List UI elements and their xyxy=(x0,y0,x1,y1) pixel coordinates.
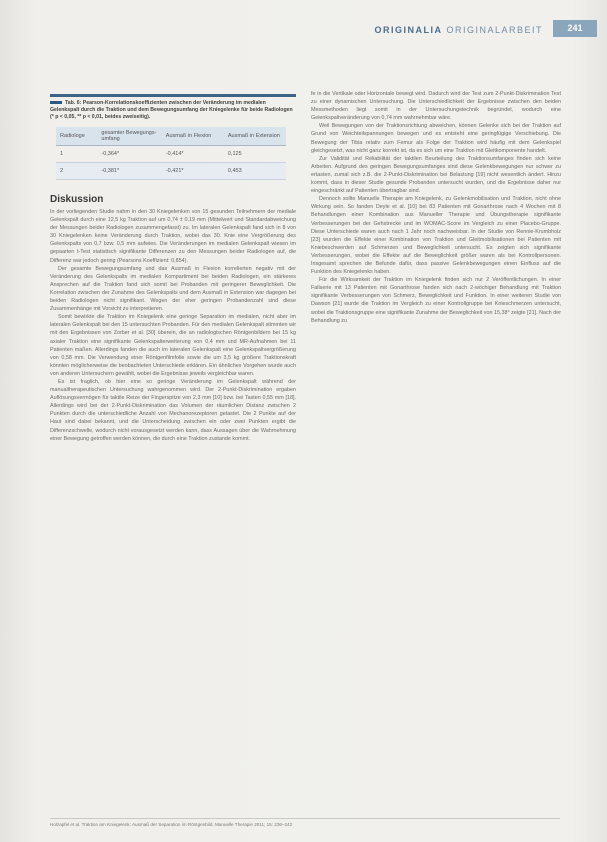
table-header-cell: Ausmaß in Flexion xyxy=(162,127,224,146)
table-caption xyxy=(50,94,296,121)
table-header-cell: gesamter Bewegungs-umfang xyxy=(97,127,161,146)
table-header-row xyxy=(56,127,286,146)
page-number: 241 xyxy=(553,20,597,37)
table-row xyxy=(56,146,286,163)
table-caption-text: Tab. 6: Pearson-Korrelationskoeffizienten zwischen der Veränderung im medialen Gelenkspalt durch die Traktion und dem Bewegungsumfang der Kniegelenke für beide Radiologen (* p < 0,05, ** p < 0,01, beides zweiseitig). xyxy=(50,100,293,120)
journal-header xyxy=(374,25,543,35)
page-footer-citation: Holzapfel et al. Traktion am Kniegelenk: Ausmaß der Separation im Röntgenbild. Manuelle Therapie 2011; 15: 236–242 xyxy=(50,818,560,827)
table-cell: 1 xyxy=(56,146,97,163)
body-paragraph: Somit bewirkte die Traktion im Kniegelenk eine geringe Separation im medialen, nicht aber im lateralen Gelenkspalt bei den 15 untersuchten Probanden. Für den medialen Gelenkspalt stimmten wir mit den Ergebnissen von Zorber et al. [30] überein, die an radiologischen Röntgenbildern bei 15 kg axialer Traktion eine signifikante Gelenkspalterweiterung von 0,4 mm und MR-Aufnahmen bei 11 Patienten maßen. Allerdings fanden die auch im lateralen Gelenkspalt eine Gelenkspaltvergrößerung von 0,58 mm. Die Verwendung einer Röntgenfilmfolie sowie die um 3,5 kg größere Traktionskraft könnten möglicherweise die beobachteten Unterschiede erklären. Ein ähnliches Vorgehen wurde auch von anderen Untersuchern gewählt, wobei die Ergebnisse jeweils vergleichbar waren. xyxy=(50,314,296,377)
body-paragraph: Zur Validität und Reliabilität der taktilen Beurteilung des Traktionsumfanges finden sich keine Arbeiten. Aufgrund des geringen Bewegungsumfanges sind diese Gelenkbewegungen nur schwer zu ertasten, zumal sich z.B. die 2-Punkt-Diskrimination bei Belastung [19] nicht wesentlich ändert. Hinzu kommt, dass in dieser Studie gesunde Probanden untersucht wurden, und die Ergebnisse daher nur eingeschränkt auf Patienten übertragbar sind. xyxy=(311,155,561,195)
table-cell: -0,421* xyxy=(162,163,224,180)
journal-brand: ORIGINALIA xyxy=(374,25,443,35)
right-column xyxy=(311,90,561,325)
body-paragraph: Es ist fraglich, ob hier eine so geringe Veränderung im Gelenkspalt während der manualtherapeutischen Untersuchung wahrgenommen wird. Der 2-Punkt-Diskrimination ergaben Auflösungsvermögen für taktile Reize der Fingerspitze von 2,3 mm [10] bzw. bei Tasten 0,55 mm [18]. Allerdings wird bei der 2-Punkt-Diskrimination das Volumen der räumlichen Distanz zwischen 2 Punkten durch die unterschiedliche Anzahl von Mechanorezeptoren getastet. Die 2 Punkte auf der Haut sind dabei bekannt, und die Unterscheidung zwischen ein oder zwei Punkten ergibt die Differenzschwelle, wodurch nicht vorausgesetzt werden kann, dass Aussagen über die Wahrnehmung einer Bewegung getroffen werden können, die durch eine Traktion zustande kommt. xyxy=(50,378,296,442)
table-cell: -0,414* xyxy=(162,146,224,163)
table-cell: -0,381* xyxy=(97,163,161,180)
caption-marker xyxy=(50,101,62,104)
body-paragraph: Der gesamte Bewegungsumfang und das Ausmaß in Flexion korrelierten negativ mit der Veränderung des Gelenkspalts im medialen Kompartiment bei beiden Radiologen, ein stärkeres Ansprechen auf die Traktion fand sich somit bei Probanden mit geringerer Beweglichkeit. Die Korrelation zwischen der Zunahme des Gelenkspalts und dem Ausmaß in Extension war dagegen bei beiden Radiologen nicht signifikant. Wegen der eher geringen Probandenzahl sind diese Zusammenhänge mit Vorsicht zu interpretieren. xyxy=(50,265,296,313)
body-paragraph: Dennoch sollte Manuelle Therapie am Kniegelenk, zu Gelenkmobilisation und Traktion, nicht ohne Wirkung sein. So fanden Deyle et al. [10] bei 83 Patienten mit Gonarthrose nach 4 Wochen mit 8 Behandlungen einer Kombination aus Manueller Therapie und Übungstherapie signifikante Verbesserungen bei der Gehstrecke und im WOMAC-Score im Vergleich zu einer Placebo-Gruppe. Diese Unterschiede waren auch nach 1 Jahr noch nachweisbar. In der Studie von Rennie-Krumbholz [23] wurden die Effekte einer Kombination von Traktion und Gleitmobilisationen bei Patienten mit Kniebeschwerden auf Schmerzen und Beweglichkeit untersucht. Es zeigten sich signifikante Verbesserungen, wobei die Effekte auf die Beweglichkeit größer waren als bei Kontrollpersonen. Insgesamt sprechen die Befunde dafür, dass passive Gelenkbewegungen einen Einfluss auf die Funktion des Kniegelenks haben. xyxy=(311,196,561,276)
table-cell: 0,125 xyxy=(224,146,286,163)
body-paragraph: Für die Wirksamkeit der Traktion im Kniegelenk finden sich nur 2 Veröffentlichungen. In einer Fallserie mit 13 Patienten mit Gonarthrose fanden sich nach 2-wöchiger Behandlung mit Traktion signifikante Verbesserungen von Schmerz, Beweglichkeit und Funktion. In einer weiteren Studie von Dawson [21] wurde die Traktion im Vergleich zu einer Kontrollgruppe bei Knieschmerzen untersucht, wobei die Traktionsgruppe eine signifikante Zunahme der Beweglichkeit von 15,38° zeigte [21]. Nach der Behandlung zu xyxy=(311,277,561,324)
table-cell: 2 xyxy=(56,163,97,180)
table-header-cell: Ausmaß in Extension xyxy=(224,127,286,146)
correlation-table xyxy=(56,127,286,180)
table-cell: 0,453 xyxy=(224,163,286,180)
body-paragraph: fe in die Vertikale oder Horizontale bewegt wird. Dadurch wird der Test zum 2-Punkt-Diskrimination Test zu einer dynamischen Untersuchung. Die Unterschiedlichkeit der Ergebnisse zwischen den beiden Messmethoden liegt somit in der Untersuchungstechnik begründet, wodurch eine Gelenkspaltveränderung von 0,74 mm wahrnehmbar wäre. xyxy=(311,91,561,122)
table-header-cell: Radiologe xyxy=(56,127,97,146)
table-cell: -0,364* xyxy=(97,146,161,163)
left-column xyxy=(50,90,296,443)
section-heading: Diskussion xyxy=(50,194,104,205)
journal-section: ORIGINALARBEIT xyxy=(446,25,543,35)
body-paragraph: In der vorliegenden Studie nahm in den 30 Kniegelenken von 15 gesunden Teilnehmern der mediale Gelenkspalt durch eine 12,5 kg Traktion auf um 0,74 ± 0,19 mm (Mittelwert und Standardabweichung der Messungen beider Radiologen zusammengefasst) zu. Im lateralen Gelenkspalt fand sich in 8 von 30 Kniegelenken keine Veränderung durch Traktion, wobei das 30. Knie eine Vergrößerung des Gelenkspalts von 0,7 bzw. 0,5 mm aufwies. Die Veränderungen im medialen Gelenkspalt wiesen im gepaarten t-Test statistisch signifikante Differenzen zu den Messungen beider Radiologen auf, die Differenz war jedoch gering (Pearsons Koeffizient: 0,854). xyxy=(50,209,296,264)
body-paragraph: Weil Bewegungen von der Traktionsrichtung abweichen, können Gelenke sich bei der Traktion auf Grund von Weichteilspannungen bewegen und es entsteht eine geringfügige Verschiebung. Die Bewegung der Tibia relativ zum Femur als Folge der Traktion wird häufig mit dem Gelenkspiel gleichgesetzt, was nicht ganz korrekt ist, da es sich um eine Traktion mit Gleitkomponente handelt. xyxy=(311,123,561,154)
table-row xyxy=(56,163,286,180)
